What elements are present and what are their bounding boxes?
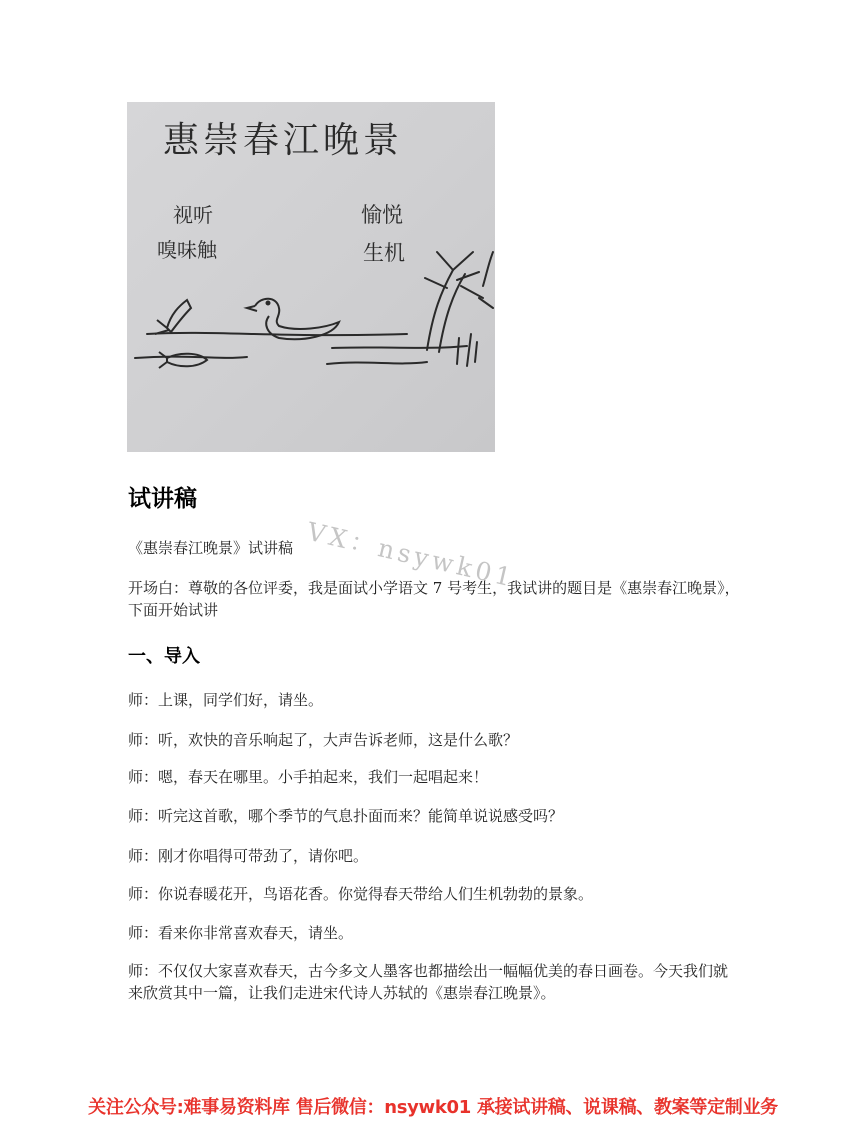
dialogue-line: 师：不仅仅大家喜欢春天，古今多文人墨客也都描绘出一幅幅优美的春日画卷。今天我们就来欣赏其中一篇，让我们走进宋代诗人苏轼的《惠崇春江晚景》。 xyxy=(128,962,729,1002)
page-heading: 试讲稿 xyxy=(128,486,197,512)
sketch-note-senses-2: 嗅味触 xyxy=(157,238,217,262)
dialogue-line: 师：上课，同学们好，请坐。 xyxy=(128,691,324,709)
dialogue-line: 师：听，欢快的音乐响起了，大声告诉老师，这是什么歌？ xyxy=(128,731,519,749)
sketch-note-vitality: 生机 xyxy=(363,241,405,265)
sketch-bamboo-icon xyxy=(425,252,493,366)
dialogue-line: 师：你说春暖花开，鸟语花香。你觉得春天带给人们生机勃勃的景象。 xyxy=(128,885,594,903)
section-title-intro: 一、导入 xyxy=(128,646,200,667)
dialogue-line: 师：听完这首歌，哪个季节的气息扑面而来？能简单说说感受吗？ xyxy=(128,807,564,825)
watermark-text: VX：nsywk01 xyxy=(304,516,518,593)
sketch-title: 惠崇春江晚景 xyxy=(163,120,404,161)
dialogue-line: 师：嗯，春天在哪里。小手拍起来，我们一起唱起来！ xyxy=(128,768,489,786)
opening-paragraph: 开场白：尊敬的各位评委，我是面试小学语文 7 号考生，我试讲的题目是《惠崇春江晚景》，下面开始试讲 xyxy=(128,579,740,619)
sketch-note-joy: 愉悦 xyxy=(361,203,403,227)
doc-subtitle: 《惠崇春江晚景》试讲稿 xyxy=(128,539,294,557)
footer-promo-banner: 关注公众号:难事易资料库 售后微信：nsywk01 承接试讲稿、说课稿、教案等定制业务 xyxy=(88,1097,778,1118)
blackboard-sketch-photo xyxy=(127,102,495,452)
sketch-river-lines xyxy=(135,333,467,364)
dialogue-line: 师：刚才你唱得可带劲了，请你吧。 xyxy=(128,847,369,865)
sketch-note-senses-1: 视听 xyxy=(173,203,213,227)
dialogue-line: 师：看来你非常喜欢春天，请坐。 xyxy=(128,924,354,942)
